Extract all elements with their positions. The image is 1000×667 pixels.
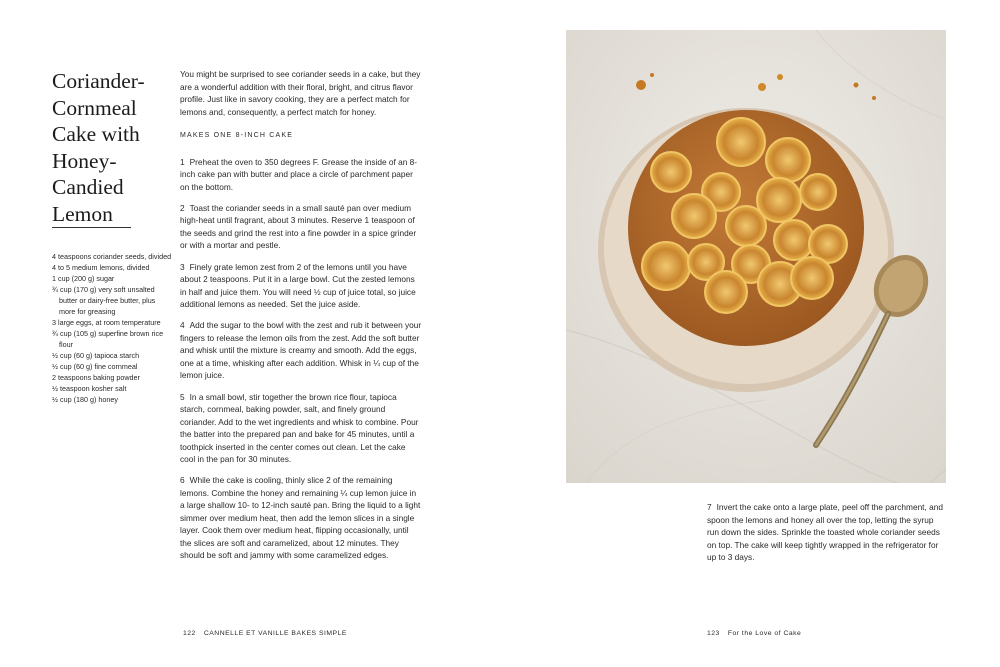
title-line: Honey- (52, 148, 117, 173)
recipe-title (52, 68, 177, 227)
step-text: Invert the cake onto a large plate, peel off the parchment, and spoon the lemons and honey all over the top, letting the syrup run down the sides. Sprinkle the toasted whole coriander seeds on top. The cake will keep tightly wrapped in the refrigerator for up to 3 days. (707, 502, 943, 562)
method-column (180, 68, 422, 571)
ingredient-item: 4 to 5 medium lemons, divided (52, 263, 150, 272)
title-divider (52, 227, 131, 228)
step-text: In a small bowl, stir together the brown rice flour, tapioca starch, cornmeal, baking powder, salt, and finely ground coriander. Add to the wet ingredients and whisk to combine. Pour the batter into the prepared pan and bake for 45 minutes, until a toothpick inserted in the center comes out clean. Let the cake cool in the pan for 30 minutes. (180, 391, 419, 465)
page-number: 122 (183, 630, 196, 637)
step-number: 3 (180, 261, 185, 272)
step-5 (180, 391, 422, 466)
step-4 (180, 319, 422, 382)
step-number: 4 (180, 320, 185, 331)
ingredient-item: ¾ cup (170 g) very soft unsalted butter or dairy-free butter, plus more for greasing (52, 285, 156, 316)
step-text: Add the sugar to the bowl with the zest and rub it between your fingers to release the lemon oils from the zest. Add the soft butter and whisk until the mixture is creamy and smooth. Add the eggs, one at a time, whisking after each addition. Whisk in ¼ cup of the lemon juice. (180, 320, 422, 381)
cake-illustration (566, 30, 946, 483)
running-head: For the Love of Cake (727, 630, 802, 637)
footer-left (183, 630, 347, 637)
ingredient-list (52, 251, 172, 405)
ingredient-item: ¾ cup (105 g) superfine brown rice flour (52, 329, 164, 349)
ingredient-item: ½ cup (180 g) honey (52, 395, 118, 404)
step-number: 7 (707, 502, 712, 512)
title-line: Coriander- (52, 69, 145, 93)
ingredient-item: ½ cup (60 g) tapioca starch (52, 351, 140, 360)
ingredient-item: 4 teaspoons coriander seeds, divided (52, 252, 172, 261)
title-line: Lemon (52, 201, 113, 226)
title-line: Cornmeal (52, 95, 137, 120)
step-number: 2 (180, 202, 185, 213)
step-number: 6 (180, 475, 185, 486)
step-7 (707, 501, 947, 564)
step-text: Toast the coriander seeds in a small sauté pan over medium high-heat until fragrant, about 3 minutes. Reserve 1 teaspoon of the seeds and grind the rest into a fine powder in a spice grinder or with a mortar and pestle. (180, 202, 417, 251)
step-1 (180, 156, 422, 194)
step-text: Preheat the oven to 350 degrees F. Grease the inside of an 8-inch cake pan with butter and place a circle of parchment paper on the bottom. (180, 156, 418, 192)
ingredient-item: 2 teaspoons baking powder (52, 373, 140, 382)
intro-paragraph: You might be surprised to see coriander seeds in a cake, but they are a wonderful addition with their floral, bright, and citrus flavor profile. Just like in savory cooking, they are a perfect match for lemons and, consequently, a perfect match for honey. (180, 69, 421, 117)
ingredient-item: ½ teaspoon kosher salt (52, 384, 127, 393)
step-number: 5 (180, 391, 185, 402)
step-number: 1 (180, 156, 185, 167)
step-text: Finely grate lemon zest from 2 of the lemons until you have about 2 teaspoons. Put it in a large bowl. Cut the zested lemons in half and juice them. You will need ½ cup of juice total, so juice additional lemons as needed. Set the juice aside. (180, 261, 416, 310)
cake-photo (566, 30, 946, 483)
footer-right (707, 630, 801, 637)
step-6 (180, 474, 422, 562)
ingredient-item: 3 large eggs, at room temperature (52, 318, 161, 327)
running-head: CANNELLE ET VANILLE BAKES SIMPLE (203, 630, 347, 637)
ingredient-item: 1 cup (200 g) sugar (52, 274, 115, 283)
yield-label: MAKES ONE 8-INCH CAKE (180, 132, 294, 139)
step-text: While the cake is cooling, thinly slice 2 of the remaining lemons. Combine the honey and remaining ¼ cup lemon juice in a large shallow 10- to 12-inch sauté pan. Bring the liquid to a light simmer over medium heat, then add the lemon slices in a single layer. Cook them over medium heat, flipping occasionally, until the slices are soft and caramelized, about 12 minutes. They should be soft and jammy with some caramelized edges. (180, 475, 421, 561)
ingredient-item: ½ cup (60 g) fine cornmeal (52, 362, 138, 371)
page-number: 123 (707, 630, 720, 637)
step-2 (180, 202, 422, 252)
step-3 (180, 261, 422, 311)
title-line: Cake with (52, 122, 140, 146)
title-line: Candied (52, 175, 124, 199)
